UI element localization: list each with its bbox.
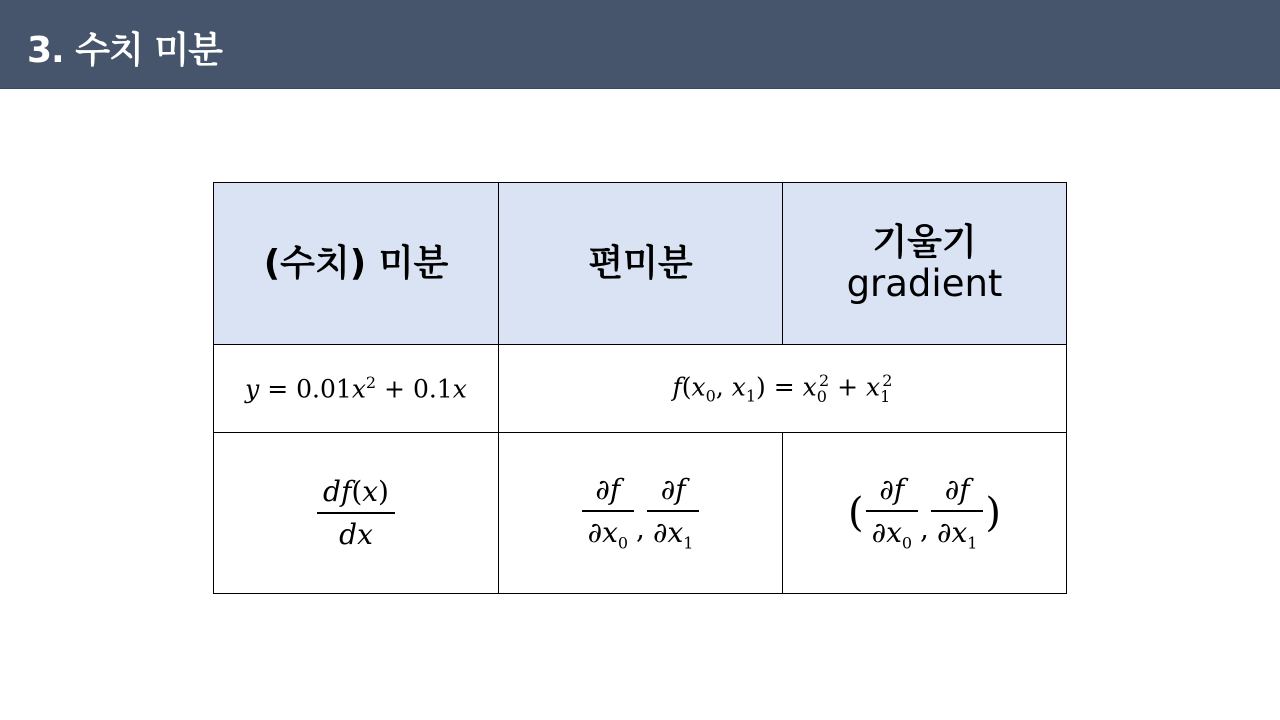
header-numeric-derivative xyxy=(213,182,499,345)
header-gradient xyxy=(782,182,1067,345)
header-partial-derivative-label: 편미분 xyxy=(588,242,693,284)
fraction: $\frac{\partial f}{\partial x_0}$ xyxy=(866,473,918,553)
header-gradient-korean: 기울기 xyxy=(872,221,977,263)
function-multivar-formula: $f(x_0$, $x_1) = x_0^2 + x_1^2$ xyxy=(672,371,893,406)
function-numeric-formula: $y = 0.01x^2 + 0.1x$ xyxy=(245,373,467,404)
header-numeric-derivative-label: (수치) 미분 xyxy=(263,242,449,284)
header-partial-derivative xyxy=(498,182,783,345)
derivative-partial-formula: $\frac{\partial f}{\partial x_0}$ , $\frac{\partial f}{\partial x_1}$ xyxy=(580,473,702,553)
derivative-numeric xyxy=(213,432,499,594)
fraction: $\frac{\partial f}{\partial x_1}$ xyxy=(647,473,699,553)
derivative-gradient-formula: ( $\frac{\partial f}{\partial x_0}$ , $\frac{\partial f}{\partial x_1}$ ) xyxy=(847,473,1002,553)
fraction: $\frac{df(x)}{dx}$ xyxy=(317,475,395,551)
derivative-numeric-formula xyxy=(315,475,397,551)
fraction: $\frac{\partial f}{\partial x_0}$ xyxy=(582,473,634,553)
derivative-gradient xyxy=(782,432,1067,594)
function-numeric xyxy=(213,344,499,433)
title-bar xyxy=(0,0,1280,89)
header-gradient-english: gradient xyxy=(846,261,1003,305)
derivative-partial xyxy=(498,432,783,594)
slide-title: 3. 수치 미분 xyxy=(27,30,222,71)
function-multivar xyxy=(498,344,1067,433)
fraction: $\frac{\partial f}{\partial x_1}$ xyxy=(931,473,983,553)
header-gradient-label xyxy=(847,222,1003,306)
derivative-table xyxy=(213,182,1067,594)
